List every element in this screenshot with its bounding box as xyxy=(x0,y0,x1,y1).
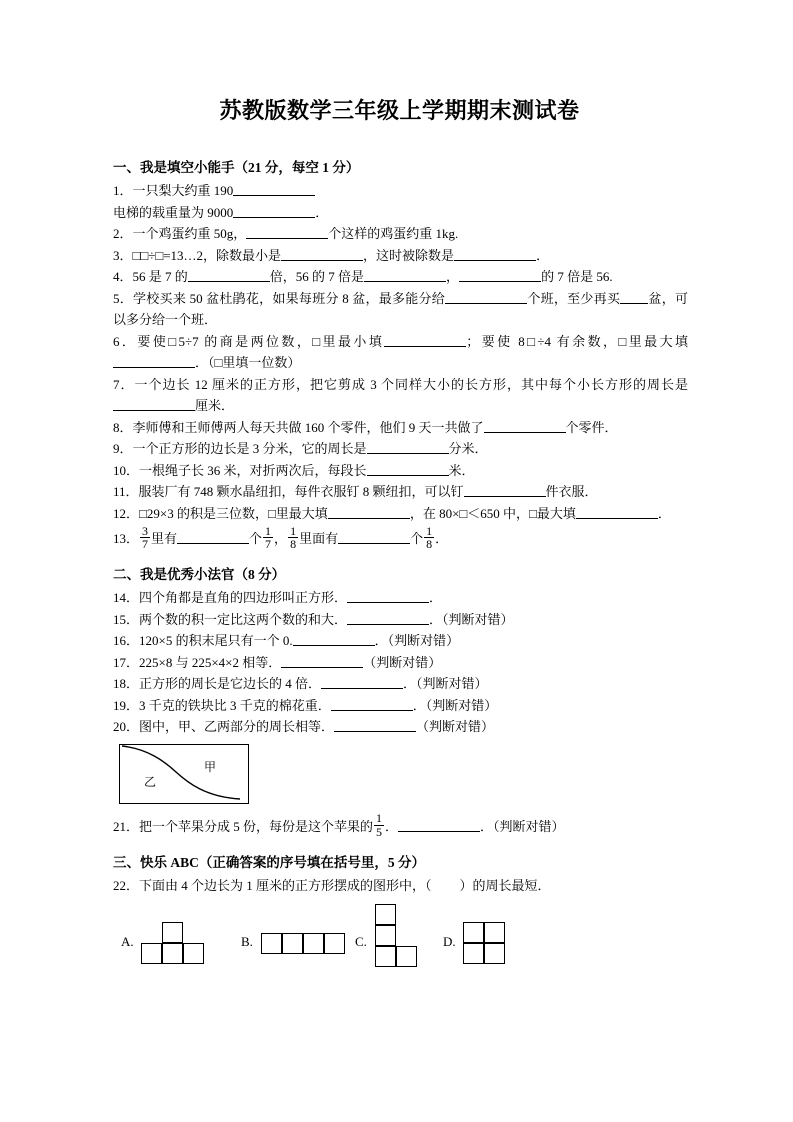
question-14 xyxy=(113,587,688,609)
option-d-letter: D. xyxy=(443,934,456,949)
question-14-text: 四个角都是直角的四边形叫正方形． xyxy=(139,590,348,605)
question-18 xyxy=(113,673,688,695)
question-20-num: 20． xyxy=(113,719,140,734)
question-16-text: 120×5 的积末尾只有一个 0. xyxy=(139,633,293,648)
answer-blank[interactable] xyxy=(328,506,410,519)
question-1-num: 1． xyxy=(113,183,133,198)
question-9 xyxy=(113,438,688,460)
question-3-num: 3． xyxy=(113,247,133,263)
question-7-tail: 厘米． xyxy=(195,398,235,413)
question-14-num: 14． xyxy=(113,590,140,605)
question-11-text: 服装厂有 748 颗水晶纽扣，每件衣服钉 8 颗纽扣，可以钉 xyxy=(138,484,464,499)
question-6-text: 要使□5÷7 的商是两位数，□里最小填 xyxy=(137,333,385,349)
question-16 xyxy=(113,630,688,652)
question-10-num: 10． xyxy=(113,462,140,478)
question-7-num: 7． xyxy=(113,376,135,392)
answer-blank[interactable] xyxy=(445,291,527,304)
question-21-tail: ．（判断对错） xyxy=(480,818,565,834)
question-11-num: 11． xyxy=(113,484,139,499)
question-19-num: 19． xyxy=(113,697,140,713)
s-curve-divider-icon xyxy=(120,745,245,800)
answer-blank[interactable] xyxy=(484,420,566,433)
question-19-tail: ．（判断对错） xyxy=(412,697,498,713)
question-4-text2: 倍，56 的 7 倍是 xyxy=(269,269,365,284)
question-22-options xyxy=(113,904,688,966)
question-2-num: 2． xyxy=(113,226,133,241)
question-10-tail: 米． xyxy=(448,462,475,478)
question-11-tail: 件衣服． xyxy=(545,484,598,499)
question-10-text: 一根绳子长 36 米，对折两次后，每段长 xyxy=(139,462,367,478)
answer-blank[interactable] xyxy=(364,269,446,282)
answer-blank[interactable] xyxy=(398,819,480,832)
answer-blank[interactable] xyxy=(113,355,195,368)
question-20 xyxy=(113,716,688,738)
question-12-text2: ，在 80×□＜650 中，□最大填 xyxy=(409,505,576,521)
question-21-num: 21． xyxy=(113,818,140,834)
question-12 xyxy=(113,503,688,525)
option-b-letter: B. xyxy=(241,934,253,949)
question-6-num: 6． xyxy=(113,333,138,349)
question-22-tail: ）的周长最短． xyxy=(459,877,551,893)
question-13-t6: ． xyxy=(435,531,449,546)
question-5-tail: 盆，可以多分给一个班． xyxy=(113,290,688,327)
section-heading-1: 一、我是填空小能手（21 分，每空 1 分） xyxy=(113,160,360,175)
question-20-figure-wrap xyxy=(119,744,688,804)
answer-blank[interactable] xyxy=(384,334,466,347)
question-6 xyxy=(113,331,688,374)
question-13-t5: 个 xyxy=(410,531,424,546)
answer-blank[interactable] xyxy=(576,506,658,519)
answer-blank[interactable] xyxy=(246,226,328,239)
page-title: 苏教版数学三年级上学期期末测试卷 xyxy=(219,98,580,123)
answer-blank[interactable] xyxy=(347,612,429,625)
question-12-text: □29×3 的积是三位数，□里最大填 xyxy=(139,505,328,521)
question-1-line2-tail: ． xyxy=(315,204,329,220)
question-13-t4: 里面有 xyxy=(299,531,339,546)
fraction-1-5: $\frac{1}{5}$ xyxy=(376,811,383,839)
question-1-text: 一只梨大约重 190 xyxy=(132,183,234,198)
question-8 xyxy=(113,417,688,439)
question-19 xyxy=(113,695,688,717)
fraction-1-7: $\frac{1}{7}$ xyxy=(265,523,272,552)
question-3-text2: ，这时被除数是 xyxy=(363,247,455,263)
answer-blank[interactable] xyxy=(367,463,449,476)
answer-blank[interactable] xyxy=(281,655,363,668)
answer-blank[interactable] xyxy=(233,205,315,218)
question-4-text: 56 是 7 的 xyxy=(132,269,188,284)
question-15-text: 两个数的积一定比这两个数的和大． xyxy=(139,611,348,627)
section-heading-2: 二、我是优秀小法官（8 分） xyxy=(113,567,286,582)
jia-yi-curve-figure xyxy=(119,744,249,804)
option-a-letter: A. xyxy=(121,934,134,949)
question-9-num: 9． xyxy=(113,441,133,456)
question-17-text: 225×8 与 225×4×2 相等． xyxy=(139,654,282,670)
question-16-num: 16． xyxy=(113,633,140,648)
question-13-t2: 个 xyxy=(249,531,263,546)
question-9-tail: 分米． xyxy=(448,441,488,456)
question-15-tail: ．（判断对错） xyxy=(429,611,514,627)
question-4 xyxy=(113,266,688,288)
question-6-tail: ．（□里填一位数） xyxy=(195,355,301,370)
question-17-num: 17． xyxy=(113,654,140,670)
question-13-t3: ， xyxy=(274,531,288,546)
question-17-tail: （判断对错） xyxy=(363,654,442,670)
question-4-num: 4． xyxy=(113,269,133,284)
question-20-tail: （判断对错） xyxy=(416,719,495,734)
question-18-text: 正方形的周长是它边长的 4 倍． xyxy=(139,676,322,691)
answer-blank[interactable] xyxy=(188,269,270,282)
question-3-text: □□÷□=13…2，除数最小是 xyxy=(132,247,282,263)
answer-blank[interactable] xyxy=(293,633,375,646)
question-22-num: 22． xyxy=(113,877,140,893)
question-9-text: 一个正方形的边长是 3 分米，它的周长是 xyxy=(132,441,367,456)
answer-blank[interactable] xyxy=(113,398,195,411)
answer-blank[interactable] xyxy=(367,441,449,454)
question-2 xyxy=(113,223,688,245)
question-4-text3: ， xyxy=(446,269,460,284)
question-10 xyxy=(113,460,688,482)
question-19-text: 3 千克的铁块比 3 千克的棉花重． xyxy=(139,697,331,713)
answer-blank[interactable] xyxy=(233,183,315,196)
question-6-text2: ；要使 8□÷4 有余数，□里最大填 xyxy=(466,333,688,349)
question-2-tail: 个这样的鸡蛋约重 1kg. xyxy=(328,226,459,241)
answer-blank[interactable] xyxy=(459,269,541,282)
question-5-text: 学校买来 50 盆杜鹃花，如果每班分 8 盆，最多能分给 xyxy=(133,290,446,306)
answer-choice-slot[interactable] xyxy=(432,879,460,891)
question-15 xyxy=(113,609,688,631)
question-11 xyxy=(113,481,688,503)
question-21-mid: ． xyxy=(385,818,399,834)
question-22-text: 下面由 4 个边长为 1 厘米的正方形摆成的图形中，（ xyxy=(139,877,432,893)
answer-blank[interactable] xyxy=(331,698,413,711)
question-1-line2-text: 电梯的载重量为 9000 xyxy=(113,204,234,220)
question-17 xyxy=(113,652,688,674)
question-3-tail: ． xyxy=(536,247,550,263)
question-20-text: 图中，甲、乙两部分的周长相等． xyxy=(139,719,335,734)
region-label-yi: 乙 xyxy=(144,774,157,789)
question-7-text: 一个边长 12 厘米的正方形，把它剪成 3 个同样大小的长方形，其中每个小长方形的周长是 xyxy=(134,376,688,392)
question-8-num: 8． xyxy=(113,419,133,435)
option-c-letter: C. xyxy=(355,934,367,949)
question-21 xyxy=(113,812,688,842)
question-5-num: 5． xyxy=(113,290,134,306)
answer-blank[interactable] xyxy=(334,719,416,732)
question-7 xyxy=(113,374,688,417)
question-13-t1: 里有 xyxy=(151,531,178,546)
question-12-num: 12． xyxy=(113,505,140,521)
answer-blank[interactable] xyxy=(281,248,363,261)
fraction-3-7: $\frac{3}{7}$ xyxy=(142,523,149,552)
answer-blank[interactable] xyxy=(454,248,536,261)
question-3 xyxy=(113,245,688,267)
question-13 xyxy=(113,524,688,554)
fraction-1-8-b: $\frac{1}{8}$ xyxy=(426,523,433,552)
answer-blank[interactable] xyxy=(347,590,429,603)
question-18-tail: ．（判断对错） xyxy=(403,676,488,691)
question-1 xyxy=(113,180,688,202)
answer-blank[interactable] xyxy=(321,676,403,689)
section-heading-3: 三、快乐 ABC（正确答案的序号填在括号里，5 分） xyxy=(113,854,426,870)
exam-body xyxy=(113,158,688,966)
question-5 xyxy=(113,288,688,331)
question-21-text: 把一个苹果分成 5 份，每份是这个苹果的 xyxy=(139,818,374,834)
question-14-tail: ． xyxy=(429,590,443,605)
answer-blank[interactable] xyxy=(464,484,546,497)
question-8-tail: 个零件． xyxy=(565,419,618,435)
fraction-1-8: $\frac{1}{8}$ xyxy=(290,523,297,552)
question-5-text2: 个班，至少再买 xyxy=(527,290,621,306)
question-12-tail: ． xyxy=(657,505,671,521)
question-13-num: 13． xyxy=(113,531,140,546)
question-18-num: 18． xyxy=(113,676,140,691)
question-15-num: 15． xyxy=(113,611,140,627)
question-2-text: 一个鸡蛋约重 50g， xyxy=(132,226,247,241)
answer-blank[interactable] xyxy=(620,291,648,304)
question-4-tail: 的 7 倍是 56. xyxy=(541,269,613,284)
question-1-line2 xyxy=(113,202,688,224)
region-label-jia: 甲 xyxy=(204,759,217,774)
answer-blank[interactable] xyxy=(177,531,249,544)
question-16-tail: ．（判断对错） xyxy=(374,633,460,648)
question-22 xyxy=(113,875,688,897)
answer-blank[interactable] xyxy=(338,531,410,544)
question-8-text: 李师傅和王师傅两人每天共做 160 个零件，他们 9 天一共做了 xyxy=(132,419,484,435)
